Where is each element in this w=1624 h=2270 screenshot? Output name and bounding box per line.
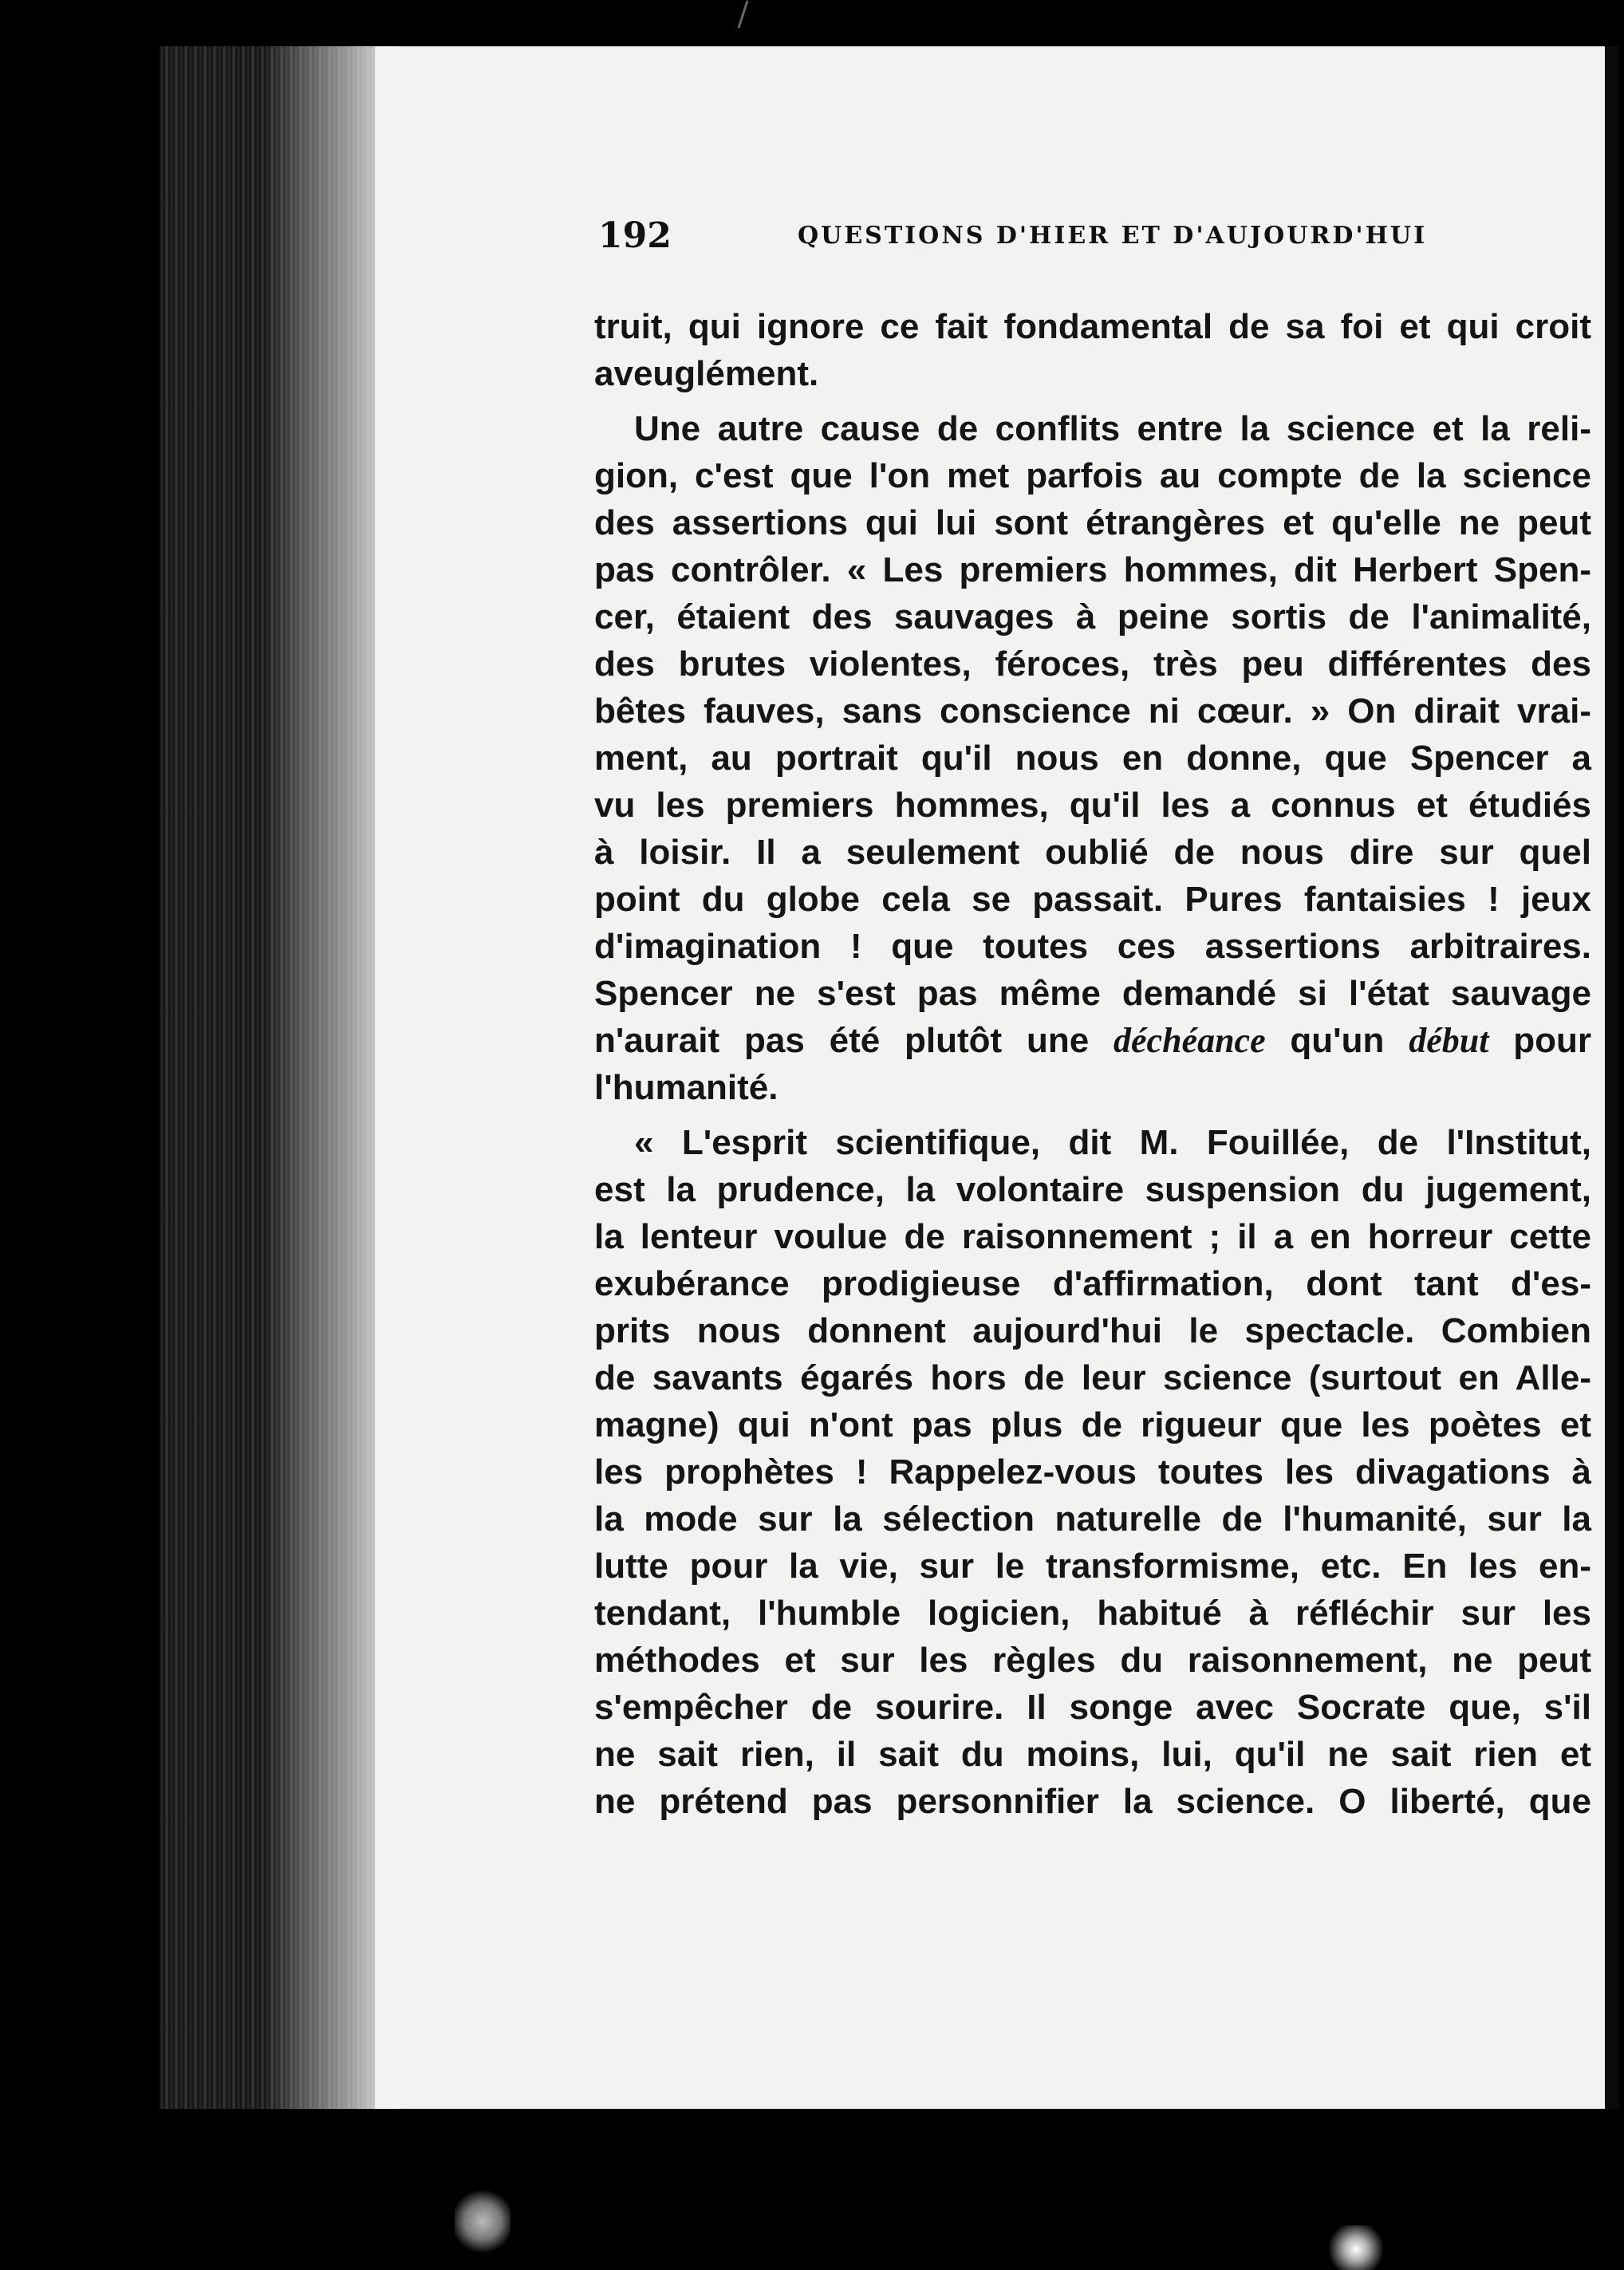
running-head: QUESTIONS D'HIER ET D'AUJOURD'HUI: [798, 222, 1428, 250]
text-line: d'imagination ! que toutes ces assertions arbitraires.: [594, 927, 1591, 966]
text-line: ne prétend pas personnifier la science. O liberté, que: [594, 1782, 1591, 1821]
text-line: exubérance prodigieuse d'affirmation, dont tant d'es-: [594, 1264, 1591, 1303]
text-line: cer, étaient des sauvages à peine sortis de l'animalité,: [594, 597, 1591, 636]
italic-word-debut: début: [1409, 1021, 1489, 1060]
text-line: gion, c'est que l'on met parfois au compte de la science: [594, 456, 1591, 495]
text-line: est la prudence, la volontaire suspension du jugement,: [594, 1170, 1591, 1209]
text-line: ne sait rien, il sait du moins, lui, qu'il ne sait rien et: [594, 1735, 1591, 1774]
paragraph-1: [594, 303, 1591, 397]
text-line: Une autre cause de conflits entre la science et la reli-: [634, 409, 1591, 448]
text-line: tendant, l'humble logicien, habitué à réfléchir sur les: [594, 1594, 1591, 1633]
text-line: méthodes et sur les règles du raisonnement, ne peut: [594, 1641, 1591, 1680]
text-line: ment, au portrait qu'il nous en donne, que Spencer a: [594, 739, 1591, 778]
text-line-with-italics: [594, 1017, 1591, 1064]
text-line: bêtes fauves, sans conscience ni cœur. » On dirait vrai-: [594, 692, 1591, 731]
page-right-border: [1605, 46, 1619, 2109]
text-line: la mode sur la sélection naturelle de l'humanité, sur la: [594, 1500, 1591, 1539]
text-line: des assertions qui lui sont étrangères et qu'elle ne peut: [594, 503, 1591, 542]
text-line: pas contrôler. « Les premiers hommes, dit Herbert Spen-: [594, 550, 1591, 589]
italic-word-decheance: déchéance: [1114, 1021, 1266, 1060]
page-header: [598, 215, 1460, 263]
text-run: pour: [1488, 1021, 1592, 1060]
text-line: de savants égarés hors de leur science (surtout en Alle-: [594, 1358, 1591, 1397]
text-line: prits nous donnent aujourd'hui le spectacle. Combien: [594, 1311, 1591, 1350]
text-line: « L'esprit scientifique, dit M. Fouillée, de l'Institut,: [634, 1123, 1591, 1162]
text-line: lutte pour la vie, sur le transformisme, etc. En les en-: [594, 1547, 1591, 1586]
text-line: à loisir. Il a seulement oublié de nous dire sur quel: [594, 833, 1591, 872]
text-line: les prophètes ! Rappelez-vous toutes les divagations à: [594, 1452, 1591, 1492]
text-line: s'empêcher de sourire. Il songe avec Socrate que, s'il: [594, 1688, 1591, 1727]
page-number: 192: [598, 215, 672, 256]
text-line: vu les premiers hommes, qu'il les a connus et étudiés: [594, 786, 1591, 825]
body-text: [594, 303, 1591, 1825]
paragraph-3: [594, 1119, 1591, 1825]
text-line: Spencer ne s'est pas même demandé si l'état sauvage: [594, 974, 1591, 1013]
text-line: truit, qui ignore ce fait fondamental de sa foi et qui croit: [594, 307, 1591, 346]
text-line: l'humanité.: [594, 1068, 778, 1107]
gutter-shadow: [263, 46, 399, 2109]
text-run: qu'un: [1265, 1021, 1409, 1060]
scan-artifact-blob-right: [1324, 2225, 1388, 2270]
paragraph-2: [594, 405, 1591, 1111]
text-line: magne) qui n'ont pas plus de rigueur que les poètes et: [594, 1405, 1591, 1444]
scan-artifact-mark: [738, 0, 749, 28]
text-line: des brutes violentes, féroces, très peu différentes des: [594, 644, 1591, 684]
scan-artifact-blob-left: [455, 2185, 510, 2257]
text-line: aveuglément.: [594, 354, 819, 393]
text-line: la lenteur voulue de raisonnement ; il a en horreur cette: [594, 1217, 1591, 1256]
text-run: n'aurait pas été plutôt une: [594, 1021, 1114, 1060]
text-line: point du globe cela se passait. Pures fantaisies ! jeux: [594, 880, 1591, 919]
